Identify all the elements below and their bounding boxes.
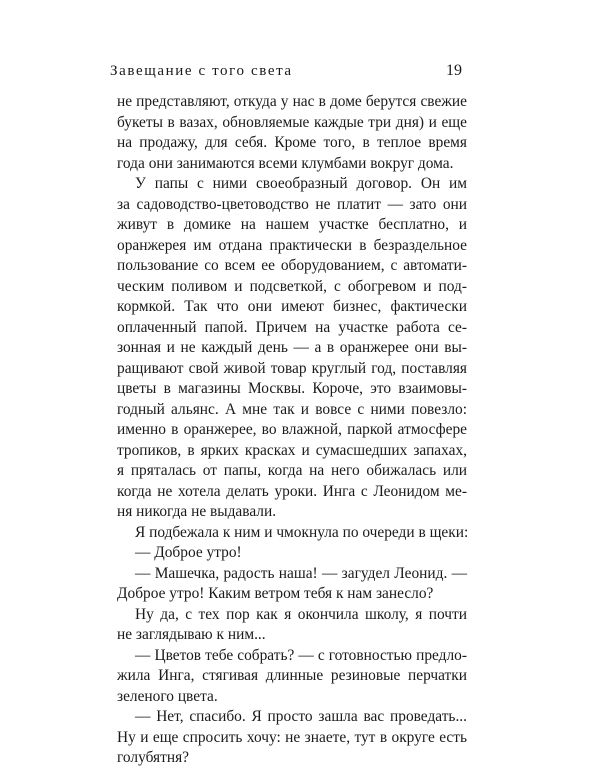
text-line: на продажу, для себя. Кроме того, в теплое время xyxy=(117,134,467,151)
text-line: Ну и еще спросить хочу: не знаете, тут в округе есть xyxy=(117,728,467,746)
text-line: за садоводство-цветоводство не платит — зато они xyxy=(117,195,467,213)
text-line: не заглядываю к ним... xyxy=(117,626,266,643)
text-line: — Машечка, радость наша! — загудел Леонид. — xyxy=(135,564,467,582)
text-line: ращивают свой живой товар круглый год, поставляя xyxy=(117,359,467,377)
text-line: живут в домике на нашем участке бесплатно, и xyxy=(117,216,467,233)
text-line: — Цветов тебе собрать? — с готовностью предло- xyxy=(135,646,467,664)
body-text xyxy=(117,92,467,769)
text-line: кормкой. Так что они имеют бизнес, фактически xyxy=(117,298,467,315)
text-line: Я подбежала к ним и чмокнула по очереди в щеки: xyxy=(135,523,469,541)
text-line: — Нет, спасибо. Я просто зашла вас проведать... xyxy=(135,708,467,725)
text-line: именно в оранжерее, во влажной, паркой атмосфере xyxy=(117,421,467,438)
text-line: зеленого цвета. xyxy=(117,687,218,705)
text-line: цветы в магазины Москвы. Короче, это взаимовы- xyxy=(117,380,467,397)
text-line: зонная и не каждый день — а в оранжерее они вы- xyxy=(117,339,467,356)
running-title: Завещание с того света xyxy=(110,63,293,79)
text-line: года они занимаются всеми клумбами вокруг дома. xyxy=(117,154,454,172)
text-line: — Доброе утро! xyxy=(135,544,242,561)
text-line: ня никогда не выдавали. xyxy=(117,503,277,520)
text-line: букеты в вазах, обновляемые каждые три дня) и еще xyxy=(117,113,467,131)
text-line: У папы с ними своеобразный договор. Он им xyxy=(135,175,467,192)
text-line: не представляют, откуда у нас в доме берутся свежие xyxy=(117,93,467,110)
page-number: 19 xyxy=(446,62,462,79)
running-head xyxy=(110,63,462,85)
text-line: Ну да, с тех пор как я окончила школу, я почти xyxy=(135,605,467,623)
text-line: Доброе утро! Каким ветром тебя к нам занесло? xyxy=(117,585,434,602)
text-line: я пряталась от папы, когда на него обижалась или xyxy=(117,462,467,479)
text-line: оранжерея им отдана практически в безраздельное xyxy=(117,236,467,254)
text-line: ческим поливом и подсветкой, с обогревом и под- xyxy=(117,277,467,295)
text-line: когда не хотела делать уроки. Инга с Леонидом ме- xyxy=(117,482,467,500)
text-line: тропиков, в ярких красках и сумасшедших запахах, xyxy=(117,441,467,459)
text-line: оплаченный папой. Причем на участке работа се- xyxy=(117,318,467,336)
text-line: голубятня? xyxy=(117,749,189,766)
text-line: годный альянс. А мне так и вовсе с ними повезло: xyxy=(117,400,467,418)
text-line: пользование со всем ее оборудованием, с автомати- xyxy=(117,257,467,274)
text-line: жила Инга, стягивая длинные резиновые перчатки xyxy=(117,667,467,684)
